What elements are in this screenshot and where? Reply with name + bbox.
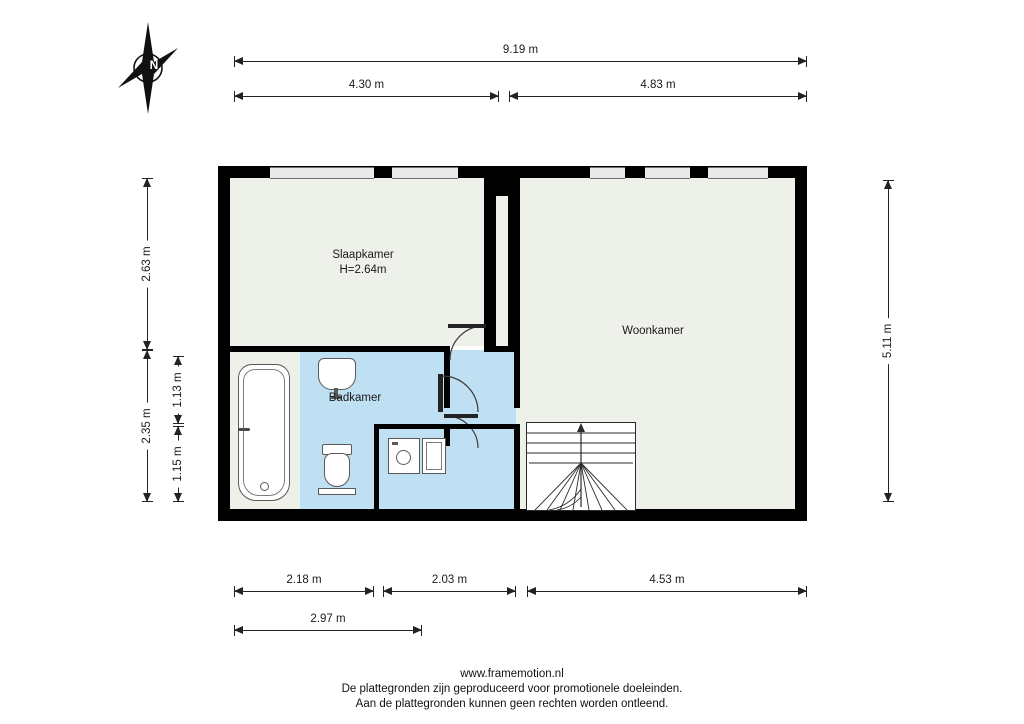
- dimension-right-overall: [880, 180, 896, 502]
- dimension-bottom-1-label: 2.18 m: [280, 574, 327, 586]
- dimension-bottom-3: [527, 574, 807, 599]
- dimension-left-inner-lower-label: 1.15 m: [172, 440, 184, 487]
- bathtub-inner: [243, 369, 285, 496]
- room-label-badkamer: [300, 391, 410, 406]
- dimension-bottom-3-label: 4.53 m: [643, 574, 690, 586]
- door-badkamer: [436, 372, 486, 418]
- washer-door-icon: [396, 450, 411, 465]
- dimension-left-lower-label: 2.35 m: [141, 402, 153, 449]
- wall-left: [218, 166, 230, 521]
- wall-wc-top: [374, 424, 520, 429]
- dimension-left-upper: [139, 178, 155, 350]
- wall-hall-vertical-2: [514, 424, 520, 509]
- dimension-left-inner-upper: [170, 356, 186, 424]
- floor-plan: [218, 166, 807, 521]
- window-top-1: [270, 167, 374, 179]
- wall-right: [795, 166, 807, 521]
- washbasin: [318, 358, 356, 390]
- room-label-woonkamer-name: Woonkamer: [622, 325, 684, 337]
- room-label-slaapkamer: [308, 248, 418, 278]
- footer-line-1: De plattegronden zijn geproduceerd voor promotionele doeleinden.: [341, 683, 683, 695]
- window-top-2: [392, 167, 458, 179]
- cabinet-inner: [426, 442, 442, 470]
- dimension-left-lower: [139, 350, 155, 502]
- dimension-top-left-label: 4.30 m: [343, 79, 390, 91]
- dimension-bottom-combined: [234, 613, 422, 638]
- compass-rose: [112, 18, 184, 118]
- bathtub-tap: [238, 428, 250, 431]
- footer-line-2: Aan de plattegronden kunnen geen rechten worden ontleend.: [355, 698, 669, 710]
- window-top-5: [708, 167, 768, 179]
- toilet-base: [318, 488, 356, 495]
- dimension-bottom-combined-label: 2.97 m: [304, 613, 351, 625]
- dimension-bottom-2-label: 2.03 m: [426, 574, 473, 586]
- dimension-right-overall-label: 5.11 m: [882, 318, 894, 364]
- dimension-top-overall-label: 9.19 m: [497, 44, 544, 56]
- dimension-bottom-2: [383, 574, 516, 599]
- window-top-4: [645, 167, 690, 179]
- door-toilet: [440, 414, 506, 450]
- door-slaapkamer: [440, 316, 524, 362]
- compass-north-label: N: [149, 58, 159, 72]
- wall-interior-horizontal-1: [230, 346, 444, 352]
- washer-control-icon: [392, 442, 398, 445]
- staircase: [526, 422, 636, 511]
- dimension-top-right-label: 4.83 m: [634, 79, 681, 91]
- window-top-3: [590, 167, 625, 179]
- wall-wc-left: [374, 424, 379, 509]
- wall-interior-step: [496, 178, 520, 196]
- footer-website: www.framemotion.nl: [460, 668, 564, 680]
- dimension-left-upper-label: 2.63 m: [141, 240, 153, 287]
- room-label-slaapkamer-height: H=2.64m: [339, 264, 387, 276]
- dimension-top-left: [234, 79, 499, 104]
- dimension-left-inner-upper-label: 1.13 m: [172, 366, 184, 413]
- dimension-top-right: [509, 79, 807, 104]
- room-label-badkamer-name: Badkamer: [328, 392, 382, 404]
- room-label-slaapkamer-name: Slaapkamer: [332, 249, 394, 261]
- bathtub-drain-icon: [260, 482, 269, 491]
- wall-bottom: [218, 509, 807, 521]
- dimension-top-overall: [234, 44, 807, 69]
- dimension-bottom-1: [234, 574, 374, 599]
- room-label-woonkamer: [598, 324, 708, 339]
- dimension-left-inner-lower: [170, 426, 186, 502]
- toilet: [324, 453, 350, 487]
